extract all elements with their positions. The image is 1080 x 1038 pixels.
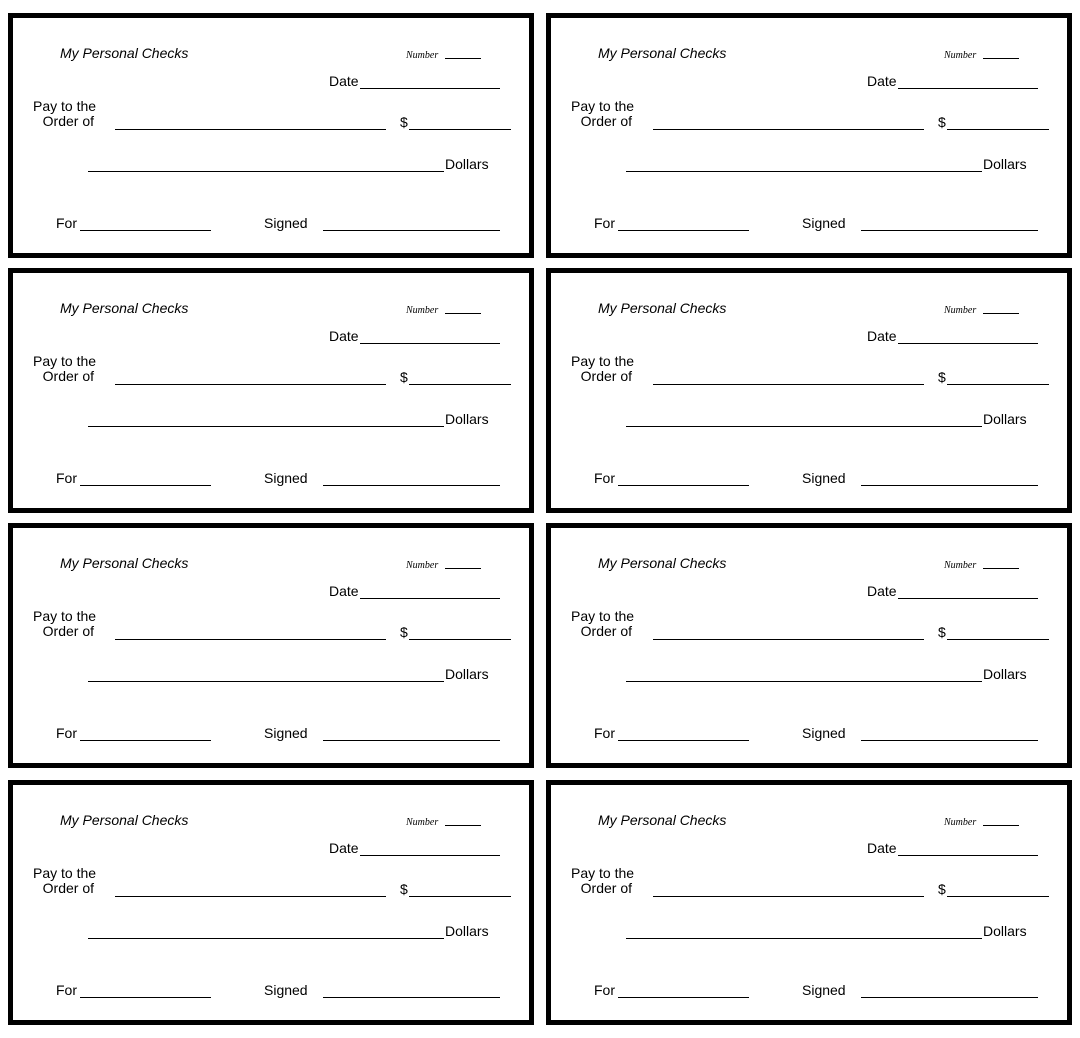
memo-field-line[interactable] <box>80 997 211 998</box>
number-label: Number <box>406 50 439 61</box>
memo-field-line[interactable] <box>618 740 749 741</box>
pay-to-label-line1: Pay to the <box>571 865 635 881</box>
pay-to-label <box>33 865 97 896</box>
amount-in-words-line[interactable] <box>626 426 982 427</box>
payee-field-line[interactable] <box>115 896 386 897</box>
dollars-label: Dollars <box>445 666 489 682</box>
for-label: For <box>594 725 615 741</box>
amount-field-line[interactable] <box>947 896 1049 897</box>
number-label: Number <box>406 305 439 316</box>
amount-field-line[interactable] <box>947 639 1049 640</box>
dollars-label: Dollars <box>983 923 1027 939</box>
number-label: Number <box>406 817 439 828</box>
for-label: For <box>56 470 77 486</box>
signature-field-line[interactable] <box>861 740 1038 741</box>
number-field-line[interactable] <box>445 825 481 826</box>
memo-field-line[interactable] <box>618 485 749 486</box>
number-field-line[interactable] <box>445 58 481 59</box>
date-field-line[interactable] <box>898 343 1038 344</box>
signed-label: Signed <box>802 725 846 741</box>
check-1 <box>8 13 534 258</box>
date-label: Date <box>329 328 359 344</box>
signature-field-line[interactable] <box>323 740 500 741</box>
number-field-line[interactable] <box>983 825 1019 826</box>
memo-field-line[interactable] <box>618 997 749 998</box>
signed-label: Signed <box>802 470 846 486</box>
memo-field-line[interactable] <box>80 230 211 231</box>
date-field-line[interactable] <box>898 598 1038 599</box>
amount-in-words-line[interactable] <box>626 938 982 939</box>
amount-field-line[interactable] <box>409 639 511 640</box>
number-label: Number <box>944 305 977 316</box>
check-title: My Personal Checks <box>598 555 727 571</box>
check-title: My Personal Checks <box>598 300 727 316</box>
number-label: Number <box>406 560 439 571</box>
pay-to-label <box>33 353 97 384</box>
date-field-line[interactable] <box>898 855 1038 856</box>
pay-to-label-line2: Order of <box>42 368 94 384</box>
pay-to-label <box>571 98 635 129</box>
amount-in-words-line[interactable] <box>88 171 444 172</box>
number-label: Number <box>944 50 977 61</box>
pay-to-label <box>33 98 97 129</box>
payee-field-line[interactable] <box>115 129 386 130</box>
date-field-line[interactable] <box>360 855 500 856</box>
amount-field-line[interactable] <box>947 129 1049 130</box>
signed-label: Signed <box>264 470 308 486</box>
signed-label: Signed <box>264 215 308 231</box>
check-title: My Personal Checks <box>60 812 189 828</box>
dollar-sign: $ <box>400 624 408 640</box>
pay-to-label-line1: Pay to the <box>571 353 635 369</box>
payee-field-line[interactable] <box>115 639 386 640</box>
amount-field-line[interactable] <box>947 384 1049 385</box>
pay-to-label <box>571 353 635 384</box>
date-field-line[interactable] <box>360 343 500 344</box>
pay-to-label <box>33 608 97 639</box>
signed-label: Signed <box>264 982 308 998</box>
amount-in-words-line[interactable] <box>626 681 982 682</box>
pay-to-label-line1: Pay to the <box>33 865 97 881</box>
amount-field-line[interactable] <box>409 896 511 897</box>
amount-in-words-line[interactable] <box>88 938 444 939</box>
pay-to-label-line2: Order of <box>42 623 94 639</box>
dollars-label: Dollars <box>445 923 489 939</box>
dollars-label: Dollars <box>445 411 489 427</box>
pay-to-label-line2: Order of <box>42 880 94 896</box>
for-label: For <box>56 215 77 231</box>
amount-in-words-line[interactable] <box>88 426 444 427</box>
signature-field-line[interactable] <box>323 997 500 998</box>
date-field-line[interactable] <box>898 88 1038 89</box>
number-field-line[interactable] <box>983 58 1019 59</box>
check-7 <box>8 780 534 1025</box>
check-5 <box>8 523 534 768</box>
date-label: Date <box>329 583 359 599</box>
number-field-line[interactable] <box>445 568 481 569</box>
date-label: Date <box>867 583 897 599</box>
dollars-label: Dollars <box>983 411 1027 427</box>
payee-field-line[interactable] <box>653 129 924 130</box>
dollar-sign: $ <box>400 881 408 897</box>
date-label: Date <box>867 840 897 856</box>
check-3 <box>8 268 534 513</box>
signed-label: Signed <box>802 215 846 231</box>
dollars-label: Dollars <box>445 156 489 172</box>
dollars-label: Dollars <box>983 156 1027 172</box>
date-label: Date <box>329 73 359 89</box>
check-title: My Personal Checks <box>60 300 189 316</box>
dollar-sign: $ <box>938 114 946 130</box>
memo-field-line[interactable] <box>618 230 749 231</box>
number-label: Number <box>944 817 977 828</box>
for-label: For <box>594 470 615 486</box>
number-field-line[interactable] <box>983 568 1019 569</box>
pay-to-label-line2: Order of <box>580 368 632 384</box>
signature-field-line[interactable] <box>323 485 500 486</box>
pay-to-label-line1: Pay to the <box>571 98 635 114</box>
dollar-sign: $ <box>938 624 946 640</box>
for-label: For <box>56 725 77 741</box>
amount-field-line[interactable] <box>409 384 511 385</box>
check-title: My Personal Checks <box>598 812 727 828</box>
for-label: For <box>594 215 615 231</box>
memo-field-line[interactable] <box>80 740 211 741</box>
check-4 <box>546 268 1072 513</box>
amount-in-words-line[interactable] <box>88 681 444 682</box>
signature-field-line[interactable] <box>861 230 1038 231</box>
date-field-line[interactable] <box>360 88 500 89</box>
payee-field-line[interactable] <box>653 896 924 897</box>
amount-in-words-line[interactable] <box>626 171 982 172</box>
date-label: Date <box>867 328 897 344</box>
signed-label: Signed <box>264 725 308 741</box>
pay-to-label-line1: Pay to the <box>33 98 97 114</box>
payee-field-line[interactable] <box>115 384 386 385</box>
number-field-line[interactable] <box>983 313 1019 314</box>
pay-to-label <box>571 865 635 896</box>
pay-to-label <box>571 608 635 639</box>
for-label: For <box>56 982 77 998</box>
pay-to-label-line1: Pay to the <box>33 353 97 369</box>
check-title: My Personal Checks <box>60 45 189 61</box>
number-label: Number <box>944 560 977 571</box>
pay-to-label-line2: Order of <box>580 113 632 129</box>
payee-field-line[interactable] <box>653 639 924 640</box>
dollars-label: Dollars <box>983 666 1027 682</box>
dollar-sign: $ <box>400 369 408 385</box>
dollar-sign: $ <box>400 114 408 130</box>
signed-label: Signed <box>802 982 846 998</box>
pay-to-label-line2: Order of <box>580 880 632 896</box>
pay-to-label-line1: Pay to the <box>571 608 635 624</box>
pay-to-label-line2: Order of <box>42 113 94 129</box>
date-label: Date <box>329 840 359 856</box>
signature-field-line[interactable] <box>861 485 1038 486</box>
check-2 <box>546 13 1072 258</box>
payee-field-line[interactable] <box>653 384 924 385</box>
dollar-sign: $ <box>938 881 946 897</box>
memo-field-line[interactable] <box>80 485 211 486</box>
number-field-line[interactable] <box>445 313 481 314</box>
amount-field-line[interactable] <box>409 129 511 130</box>
date-field-line[interactable] <box>360 598 500 599</box>
check-title: My Personal Checks <box>60 555 189 571</box>
for-label: For <box>594 982 615 998</box>
check-title: My Personal Checks <box>598 45 727 61</box>
dollar-sign: $ <box>938 369 946 385</box>
pay-to-label-line1: Pay to the <box>33 608 97 624</box>
date-label: Date <box>867 73 897 89</box>
signature-field-line[interactable] <box>861 997 1038 998</box>
pay-to-label-line2: Order of <box>580 623 632 639</box>
check-6 <box>546 523 1072 768</box>
signature-field-line[interactable] <box>323 230 500 231</box>
check-8 <box>546 780 1072 1025</box>
